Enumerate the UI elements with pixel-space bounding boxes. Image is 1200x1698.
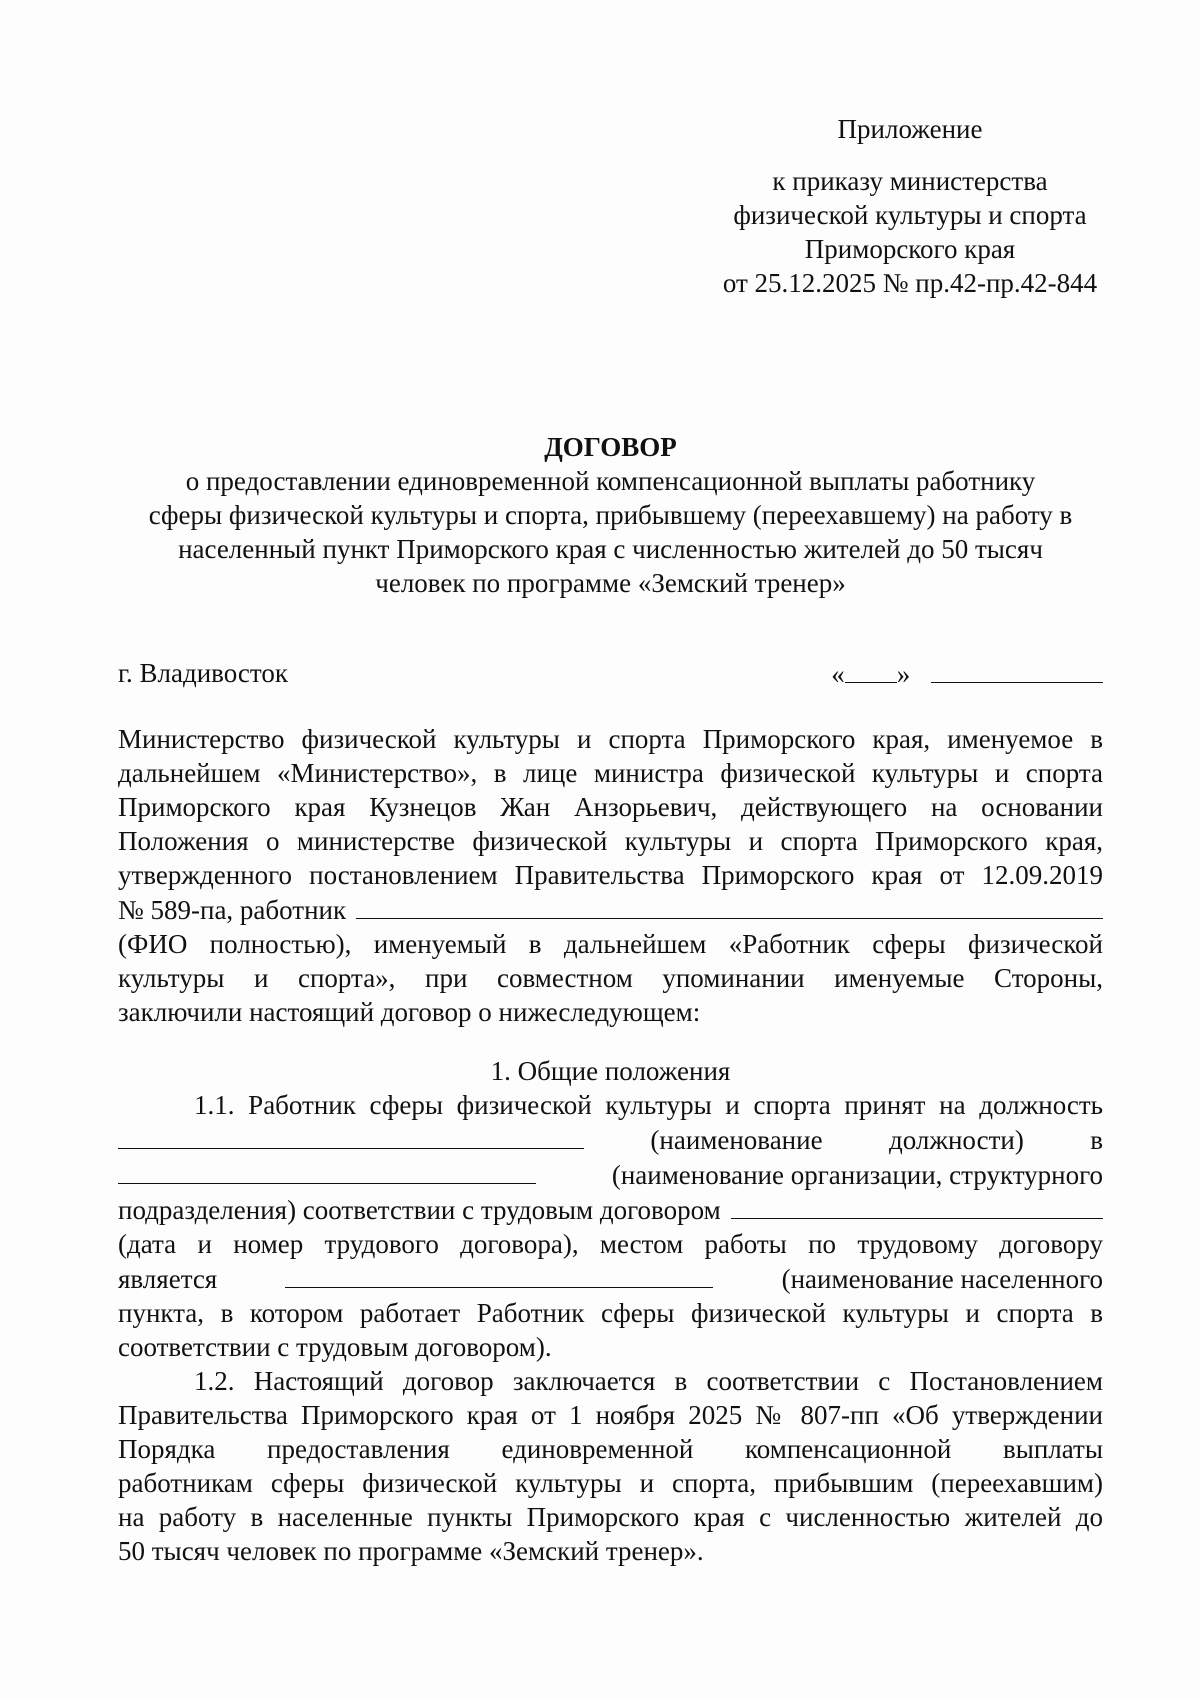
section-heading: 1. Общие положения: [490, 1056, 731, 1086]
employment-contract-row: [118, 1192, 1103, 1227]
city-name: г. Владивосток: [118, 658, 288, 688]
clause-line: пункта, в котором работает Работник сферы физической культуры и спорта в: [118, 1298, 1103, 1328]
preamble-line: Положения о министерстве физической культуры и спорта Приморского края,: [118, 826, 1103, 856]
locality-row: [118, 1261, 1103, 1296]
clause-line: работникам сферы физической культуры и спорта, прибывшим (переехавшим): [118, 1468, 1103, 1498]
preamble-line: № 589-па, работник: [118, 895, 347, 925]
preamble-line: утвержденного постановлением Правительства Приморского края от 12.09.2019: [118, 860, 1103, 890]
employment-contract-blank[interactable]: [731, 1192, 1103, 1219]
document-title-block: [118, 430, 1103, 600]
date-close-quote: »: [896, 659, 911, 689]
clause-line: Правительства Приморского края от 1 ноября 2025 № 807-пп «Об утверждении: [118, 1400, 1103, 1430]
appendix-order-line: к приказу министерства: [772, 166, 1048, 196]
preamble-line: культуры и спорта», при совместном упоминании именуемые Стороны,: [118, 963, 1103, 993]
place-date-row: [118, 656, 1103, 696]
document-subtitle-line: о предоставлении единовременной компенсационной выплаты работнику: [185, 466, 1036, 496]
clause-line: на работу в населенные пункты Приморского края с численностью жителей до: [118, 1502, 1103, 1532]
document-subtitle-line: человек по программе «Земский тренер»: [375, 568, 846, 598]
month-year-blank[interactable]: [931, 656, 1103, 683]
clause-line: Порядка предоставления единовременной компенсационной выплаты: [118, 1434, 1103, 1464]
preamble-line: (ФИО полностью), именуемый в дальнейшем «Работник сферы физической: [118, 929, 1103, 959]
appendix-header: [700, 112, 1120, 300]
document-subtitle-line: населенный пункт Приморского края с численностью жителей до 50 тысяч: [178, 534, 1043, 564]
clause-line: (дата и номер трудового договора), местом работы по трудовому договору: [118, 1229, 1103, 1259]
contract-body: [118, 722, 1103, 1568]
contract-date-field[interactable]: [831, 656, 1103, 691]
worker-full-name-blank[interactable]: [356, 892, 1103, 919]
preamble-line: заключили настоящий договор о нижеследующем:: [118, 997, 701, 1027]
appendix-region-line: Приморского края: [804, 234, 1016, 264]
clause-fragment: (наименование организации, структурного: [611, 1160, 1103, 1190]
clause-fragment: (наименование населенного: [781, 1264, 1103, 1294]
clause-line: 1.2. Настоящий договор заключается в соответствии с Постановлением: [194, 1366, 1103, 1396]
preamble-line: Приморского края Кузнецов Жан Анзорьевич, действующего на основании: [118, 792, 1103, 822]
day-blank[interactable]: [845, 656, 897, 683]
clause-fragment: в: [1090, 1125, 1103, 1155]
date-open-quote: «: [831, 659, 845, 689]
clause-fragment: подразделения) соответствии с трудовым договором: [118, 1195, 721, 1225]
organization-blank[interactable]: [118, 1157, 536, 1184]
appendix-ministry-line: физической культуры и спорта: [733, 200, 1087, 230]
appendix-date-number: от 25.12.2025 № пр.42-пр.42-844: [722, 268, 1098, 298]
locality-blank[interactable]: [285, 1261, 713, 1288]
clause-fragment: (наименование: [650, 1125, 823, 1155]
document-subtitle-line: сферы физической культуры и спорта, прибывшему (переехавшему) на работу в: [148, 500, 1073, 530]
position-blank[interactable]: [118, 1122, 584, 1149]
clause-fragment: должности): [888, 1125, 1024, 1155]
position-row: [118, 1122, 1103, 1157]
clause-line: 1.1. Работник сферы физической культуры и спорта принят на должность: [194, 1090, 1103, 1120]
appendix-label: Приложение: [837, 114, 983, 144]
clause-line: соответствии с трудовым договором).: [118, 1332, 552, 1362]
worker-name-row: [118, 892, 1103, 927]
preamble-line: дальнейшем «Министерство», в лице министра физической культуры и спорта: [118, 758, 1103, 788]
organization-row: [118, 1157, 1103, 1192]
clause-fragment: является: [118, 1264, 218, 1294]
preamble-line: Министерство физической культуры и спорта Приморского края, именуемое в: [118, 724, 1103, 754]
document-title: ДОГОВОР: [544, 432, 677, 462]
clause-line: 50 тысяч человек по программе «Земский тренер».: [118, 1536, 704, 1566]
